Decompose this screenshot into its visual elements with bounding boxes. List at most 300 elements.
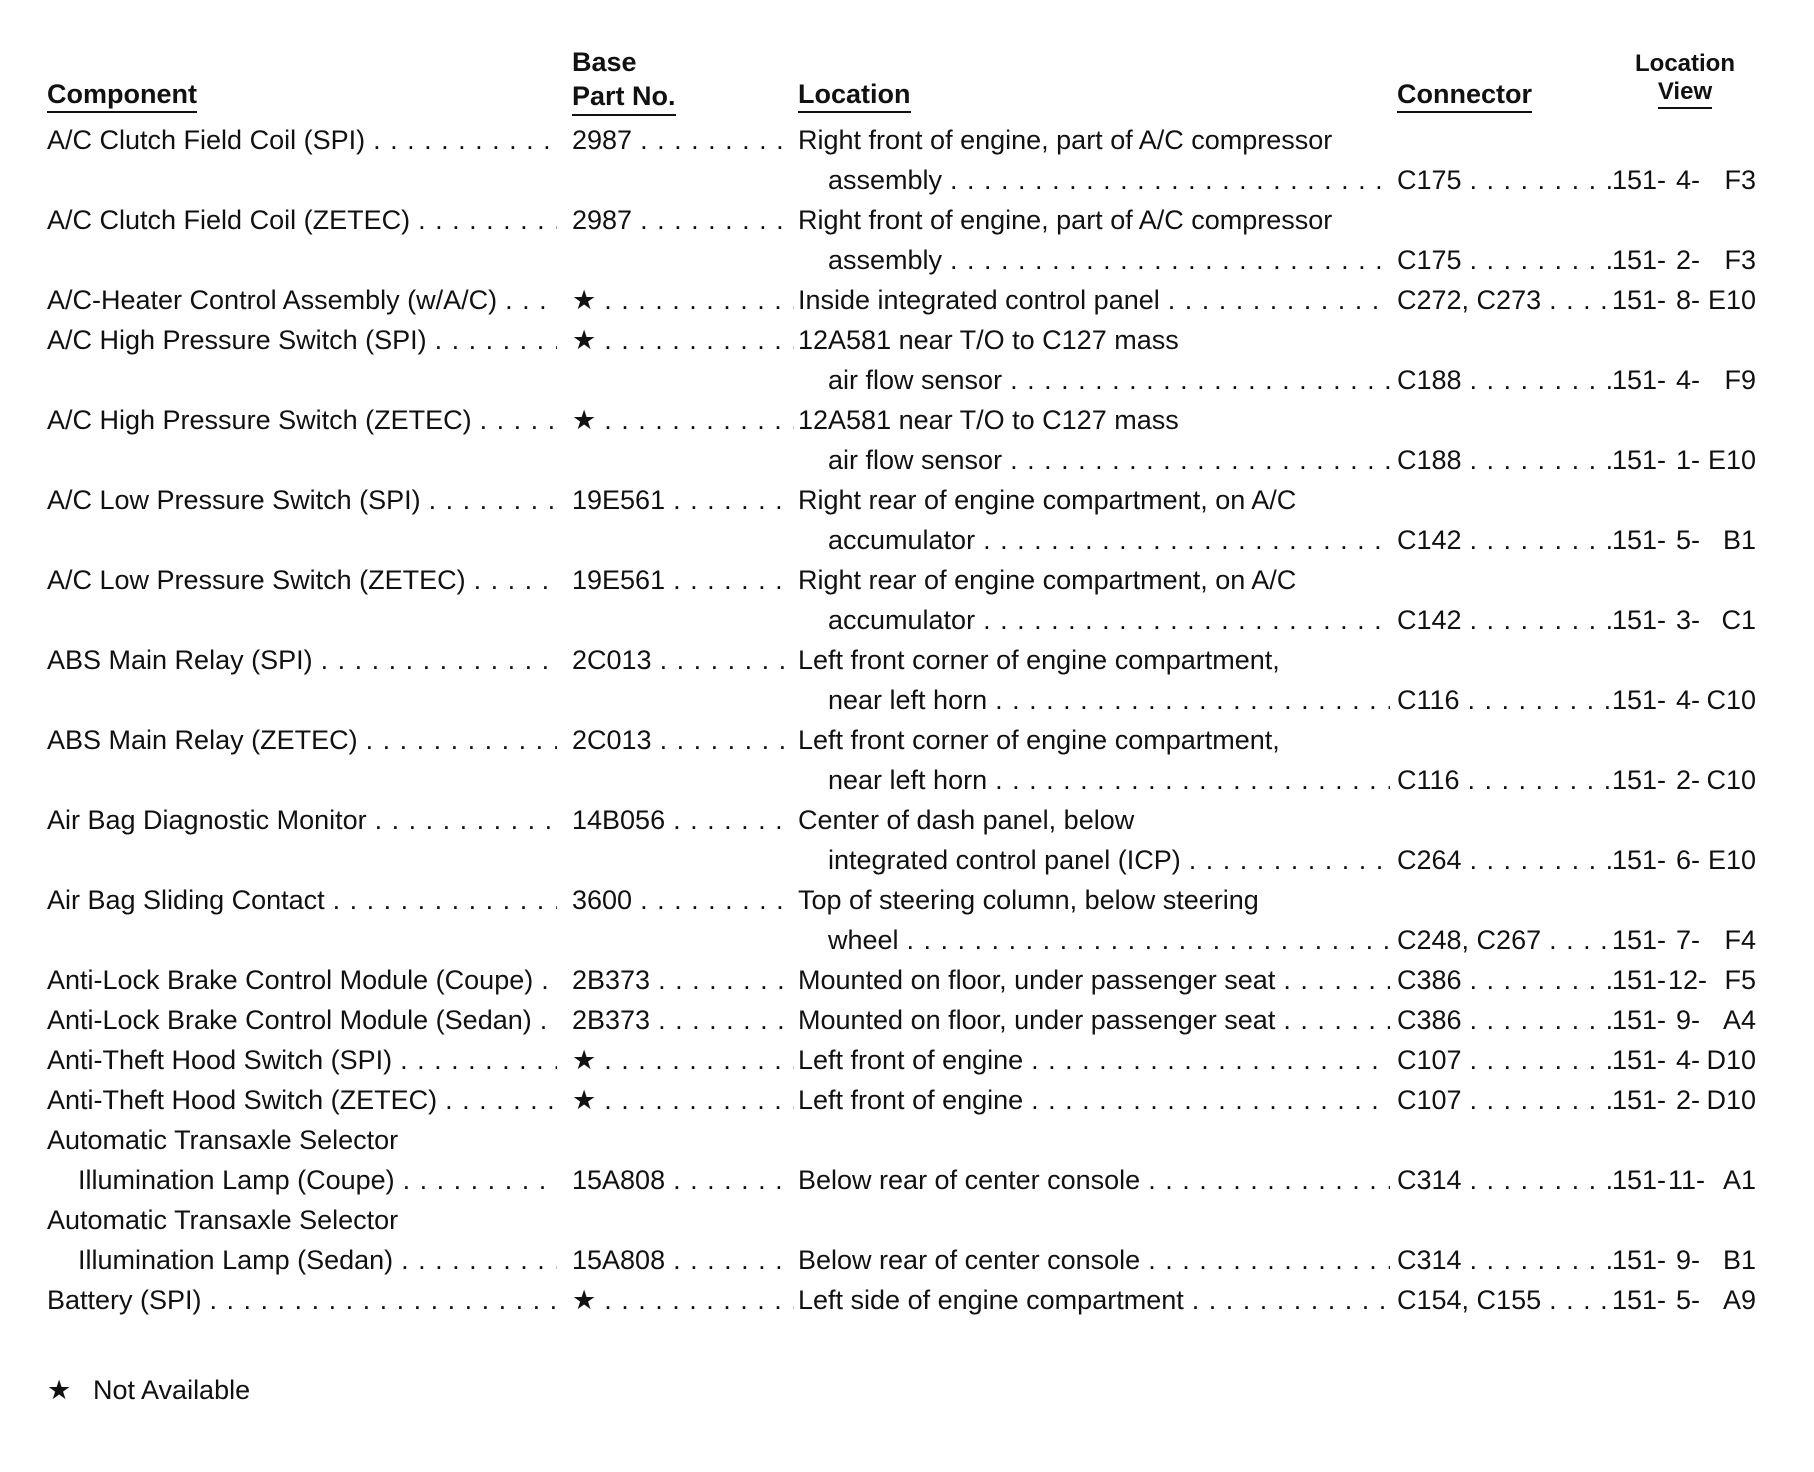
component-cell-text: Illumination Lamp (Coupe) <box>78 1165 395 1195</box>
component-cell <box>47 720 557 760</box>
table-row <box>0 1000 1814 1040</box>
dot-leader <box>596 280 794 320</box>
connector-cell <box>1397 760 1612 800</box>
part-number-cell-text: 3600 <box>572 885 633 915</box>
component-cell <box>47 280 557 320</box>
component-cell-text: A/C High Pressure Switch (SPI) <box>47 325 427 355</box>
location-cell-text: Mounted on floor, under passenger seat <box>798 965 1276 995</box>
dot-leader <box>1023 1040 1390 1080</box>
location-cell: Left front corner of engine compartment, <box>798 725 1280 755</box>
component-cell <box>47 120 557 160</box>
table-row <box>0 320 1814 400</box>
dot-leader <box>1462 160 1612 200</box>
location-cell: Right rear of engine compartment, on A/C <box>798 485 1297 515</box>
row-line-continuation <box>0 160 1814 200</box>
connector-cell-text: C107 <box>1397 1085 1462 1115</box>
connector-cell <box>1397 920 1612 960</box>
row-line-continuation <box>0 840 1814 880</box>
location-cell-text: near left horn <box>828 765 988 795</box>
location-cell-text: air flow sensor <box>828 365 1003 395</box>
view-page: 4- <box>1675 165 1700 195</box>
component-cell <box>47 640 557 680</box>
connector-cell <box>1397 680 1612 720</box>
view-grid: E10 <box>1707 845 1756 875</box>
location-cell-text: near left horn <box>828 685 988 715</box>
part-number-cell <box>572 880 794 920</box>
part-number-cell <box>572 280 794 320</box>
location-cell-text: wheel <box>828 925 899 955</box>
part-number-cell <box>572 400 794 440</box>
connector-cell <box>1397 1000 1612 1040</box>
view-sheet: 151- <box>1612 285 1667 315</box>
connector-cell <box>1397 840 1612 880</box>
view-grid: A4 <box>1722 1005 1756 1035</box>
dot-leader <box>987 760 1390 800</box>
connector-cell-text: C188 <box>1397 365 1462 395</box>
view-grid: C1 <box>1721 605 1756 635</box>
dot-leader <box>437 1080 557 1120</box>
header-location: Location <box>798 78 911 113</box>
connector-cell <box>1397 280 1612 320</box>
location-cell-text: assembly <box>828 165 943 195</box>
row-line-main <box>0 720 1814 760</box>
dot-leader <box>1462 600 1612 640</box>
dot-leader <box>1462 240 1612 280</box>
view-grid: E10 <box>1707 445 1756 475</box>
dot-leader <box>1460 760 1612 800</box>
dot-leader <box>632 200 794 240</box>
part-number-cell <box>572 1280 794 1320</box>
location-cell <box>798 1280 1390 1320</box>
view-page: 1- <box>1675 445 1700 475</box>
row-line-main <box>0 280 1814 320</box>
location-view-cell <box>1612 760 1762 800</box>
location-view-cell <box>1612 1080 1762 1120</box>
view-page: 4- <box>1675 365 1700 395</box>
location-cell <box>798 1040 1390 1080</box>
view-sheet: 151- <box>1612 1045 1667 1075</box>
view-grid: A1 <box>1722 1165 1756 1195</box>
location-view-cell <box>1612 680 1762 720</box>
location-view-cell <box>1612 1000 1762 1040</box>
location-view-cell <box>1612 1160 1762 1200</box>
location-cell: Center of dash panel, below <box>798 805 1135 835</box>
view-page: 5- <box>1675 1285 1700 1315</box>
footnote-text: Not Available <box>93 1375 251 1405</box>
dot-leader <box>1275 960 1390 1000</box>
part-number-cell-text: 14B056 <box>572 805 666 835</box>
component-cell-text: A/C-Heater Control Assembly (w/A/C) <box>47 285 498 315</box>
location-view-cell <box>1612 600 1762 640</box>
location-cell <box>828 840 1390 880</box>
location-cell <box>828 440 1390 480</box>
location-view-cell <box>1612 1280 1762 1320</box>
connector-cell <box>1397 960 1612 1000</box>
view-page: 4- <box>1675 1045 1700 1075</box>
table-row <box>0 1040 1814 1080</box>
location-cell-text: accumulator <box>828 525 976 555</box>
part-number-cell <box>572 800 794 840</box>
dot-leader <box>410 200 557 240</box>
part-number-cell-text: 2987 <box>572 205 633 235</box>
location-cell-text: Inside integrated control panel <box>798 285 1160 315</box>
table-row <box>0 1080 1814 1120</box>
view-grid: D10 <box>1706 1085 1756 1115</box>
part-number-cell <box>572 200 794 240</box>
component-cell <box>78 1160 557 1200</box>
dot-leader <box>1023 1080 1390 1120</box>
component-cell-text: Illumination Lamp (Sedan) <box>78 1245 394 1275</box>
row-line-main <box>0 400 1814 440</box>
location-cell <box>828 360 1390 400</box>
location-cell-text: Below rear of center console <box>798 1245 1141 1275</box>
component-cell <box>47 1000 557 1040</box>
connector-cell <box>1397 160 1612 200</box>
location-view-cell <box>1612 280 1762 320</box>
row-line-main <box>0 800 1814 840</box>
view-grid: F5 <box>1724 965 1756 995</box>
dot-leader <box>358 720 557 760</box>
dot-leader <box>1462 360 1612 400</box>
view-grid: F4 <box>1724 925 1756 955</box>
component-cell: Automatic Transaxle Selector <box>47 1125 399 1155</box>
location-cell <box>798 1240 1390 1280</box>
connector-cell <box>1397 240 1612 280</box>
view-grid: F9 <box>1724 365 1756 395</box>
location-cell <box>828 520 1390 560</box>
part-number-cell <box>572 720 794 760</box>
view-grid: D10 <box>1706 1045 1756 1075</box>
header-view-top: Location <box>1635 50 1735 77</box>
connector-cell-text: C314 <box>1397 1165 1462 1195</box>
connector-cell-text: C272, C273 <box>1397 285 1542 315</box>
view-grid: F3 <box>1724 245 1756 275</box>
row-line-main <box>0 880 1814 920</box>
part-number-cell <box>572 480 794 520</box>
view-sheet: 151- <box>1612 605 1667 635</box>
connector-cell <box>1397 1240 1612 1280</box>
table-row <box>0 560 1814 640</box>
location-view-cell <box>1612 240 1762 280</box>
connector-cell <box>1397 1160 1612 1200</box>
dot-leader <box>596 1280 794 1320</box>
row-line-continuation <box>0 1240 1814 1280</box>
dot-leader <box>975 520 1390 560</box>
view-sheet: 151- <box>1612 1285 1667 1315</box>
view-page: 12- <box>1668 965 1708 995</box>
connector-cell-text: C188 <box>1397 445 1462 475</box>
row-line-continuation <box>0 920 1814 960</box>
location-view-cell <box>1612 960 1762 1000</box>
part-number-cell-text: 2B373 <box>572 1005 651 1035</box>
table-row <box>0 480 1814 560</box>
component-cell-text: Anti-Theft Hood Switch (ZETEC) <box>47 1085 438 1115</box>
view-sheet: 151- <box>1612 525 1667 555</box>
component-cell <box>78 1240 557 1280</box>
header-component: Component <box>47 78 197 113</box>
component-cell-text: Battery (SPI) <box>47 1285 202 1315</box>
part-number-cell <box>572 1000 794 1040</box>
row-line-main <box>0 1120 1814 1160</box>
connector-cell-text: C264 <box>1397 845 1462 875</box>
component-cell <box>47 1040 557 1080</box>
dot-leader <box>1462 1160 1612 1200</box>
row-line-continuation <box>0 360 1814 400</box>
part-number-cell-text: 19E561 <box>572 565 666 595</box>
dot-leader <box>665 480 794 520</box>
part-number-cell-text: ★ <box>572 325 597 355</box>
location-cell-text: Mounted on floor, under passenger seat <box>798 1005 1276 1035</box>
location-cell: Right front of engine, part of A/C compressor <box>798 125 1333 155</box>
table-body <box>0 120 1814 1320</box>
dot-leader <box>392 1040 557 1080</box>
connector-cell-text: C248, C267 <box>1397 925 1542 955</box>
dot-leader <box>975 600 1390 640</box>
component-cell-text: A/C Clutch Field Coil (ZETEC) <box>47 205 411 235</box>
view-sheet: 151- <box>1612 445 1667 475</box>
dot-leader <box>533 960 557 1000</box>
view-sheet: 151- <box>1612 1085 1667 1115</box>
connector-cell <box>1397 520 1612 560</box>
component-cell-text: ABS Main Relay (SPI) <box>47 645 313 675</box>
part-number-cell-text: 2C013 <box>572 645 652 675</box>
location-cell: 12A581 near T/O to C127 mass <box>798 325 1179 355</box>
dot-leader <box>1462 1040 1612 1080</box>
location-cell-text: integrated control panel (ICP) <box>828 845 1181 875</box>
dot-leader <box>1181 840 1390 880</box>
view-page: 4- <box>1675 685 1700 715</box>
connector-cell-text: C142 <box>1397 525 1462 555</box>
component-cell-text: Air Bag Diagnostic Monitor <box>47 805 367 835</box>
component-cell-text: ABS Main Relay (ZETEC) <box>47 725 358 755</box>
part-number-cell <box>572 320 794 360</box>
component-cell <box>47 800 557 840</box>
location-view-cell <box>1612 840 1762 880</box>
row-line-main <box>0 1280 1814 1320</box>
dot-leader <box>942 240 1390 280</box>
component-cell <box>47 960 557 1000</box>
component-cell <box>47 400 557 440</box>
component-cell: Automatic Transaxle Selector <box>47 1205 399 1235</box>
connector-cell <box>1397 1040 1612 1080</box>
location-cell <box>828 760 1390 800</box>
connector-cell <box>1397 600 1612 640</box>
location-cell: Top of steering column, below steering <box>798 885 1259 915</box>
dot-leader <box>899 920 1390 960</box>
dot-leader <box>650 1000 794 1040</box>
dot-leader <box>632 120 794 160</box>
connector-cell-text: C116 <box>1397 765 1460 795</box>
view-page: 8- <box>1675 285 1700 315</box>
part-number-cell <box>572 960 794 1000</box>
component-cell <box>47 560 557 600</box>
location-cell <box>828 920 1390 960</box>
location-view-cell <box>1612 520 1762 560</box>
view-sheet: 151- <box>1612 685 1667 715</box>
view-sheet: 151- <box>1612 845 1667 875</box>
view-sheet: 151- <box>1612 1245 1667 1275</box>
view-sheet: 151- <box>1612 1165 1667 1195</box>
location-cell <box>798 1160 1390 1200</box>
header-location-view <box>1625 50 1745 109</box>
table-row <box>0 720 1814 800</box>
location-cell <box>798 1000 1390 1040</box>
component-cell-text: A/C High Pressure Switch (ZETEC) <box>47 405 472 435</box>
connector-cell <box>1397 360 1612 400</box>
dot-leader <box>365 120 557 160</box>
location-cell-text: air flow sensor <box>828 445 1003 475</box>
part-number-cell <box>572 640 794 680</box>
connector-cell-text: C386 <box>1397 1005 1462 1035</box>
part-number-cell-text: 19E561 <box>572 485 666 515</box>
location-view-cell <box>1612 1040 1762 1080</box>
part-number-cell-text: 15A808 <box>572 1245 666 1275</box>
row-line-continuation <box>0 600 1814 640</box>
view-grid: B1 <box>1722 525 1756 555</box>
location-cell: Right rear of engine compartment, on A/C <box>798 565 1297 595</box>
row-line-main <box>0 320 1814 360</box>
component-cell-text: Anti-Lock Brake Control Module (Sedan) <box>47 1005 532 1035</box>
location-cell <box>798 280 1390 320</box>
dot-leader <box>652 640 794 680</box>
view-page: 2- <box>1675 245 1700 275</box>
view-grid: B1 <box>1722 1245 1756 1275</box>
view-page: 6- <box>1675 845 1700 875</box>
dot-leader <box>1140 1160 1390 1200</box>
dot-leader <box>421 480 557 520</box>
table-row <box>0 120 1814 200</box>
dot-leader <box>1184 1280 1390 1320</box>
header-connector: Connector <box>1397 78 1532 113</box>
dot-leader <box>665 1160 794 1200</box>
row-line-continuation <box>0 440 1814 480</box>
component-cell <box>47 200 557 240</box>
part-number-cell-text: 2C013 <box>572 725 652 755</box>
dot-leader <box>466 560 557 600</box>
view-grid: F3 <box>1724 165 1756 195</box>
connector-cell <box>1397 1280 1612 1320</box>
location-cell <box>828 240 1390 280</box>
row-line-main <box>0 1200 1814 1240</box>
dot-leader <box>1462 1000 1612 1040</box>
view-page: 3- <box>1675 605 1700 635</box>
connector-cell-text: C107 <box>1397 1045 1462 1075</box>
table-row <box>0 1200 1814 1280</box>
dot-leader <box>1160 280 1390 320</box>
location-cell-text: accumulator <box>828 605 976 635</box>
dot-leader <box>632 880 794 920</box>
connector-cell-text: C142 <box>1397 605 1462 635</box>
location-view-cell <box>1612 1240 1762 1280</box>
table-row <box>0 880 1814 960</box>
view-page: 5- <box>1675 525 1700 555</box>
dot-leader <box>596 320 794 360</box>
part-number-cell-text: ★ <box>572 405 597 435</box>
dot-leader <box>1462 520 1612 560</box>
view-sheet: 151- <box>1612 965 1667 995</box>
component-cell-text: Air Bag Sliding Contact <box>47 885 325 915</box>
dot-leader <box>393 1240 557 1280</box>
connector-cell-text: C175 <box>1397 245 1462 275</box>
dot-leader <box>1462 1240 1612 1280</box>
part-number-cell <box>572 1080 794 1120</box>
view-page: 7- <box>1675 925 1700 955</box>
view-sheet: 151- <box>1612 165 1667 195</box>
dot-leader <box>313 640 557 680</box>
row-line-main <box>0 480 1814 520</box>
location-view-cell <box>1612 160 1762 200</box>
row-line-continuation <box>0 760 1814 800</box>
dot-leader <box>1140 1240 1390 1280</box>
row-line-main <box>0 1040 1814 1080</box>
part-number-cell-text: 15A808 <box>572 1165 666 1195</box>
dot-leader <box>942 160 1390 200</box>
row-line-continuation <box>0 520 1814 560</box>
view-page: 9- <box>1675 1005 1700 1035</box>
table-row <box>0 640 1814 720</box>
part-number-cell <box>572 1160 794 1200</box>
dot-leader <box>1002 440 1390 480</box>
row-line-continuation <box>0 1160 1814 1200</box>
location-cell <box>828 600 1390 640</box>
location-view-cell <box>1612 360 1762 400</box>
component-cell <box>47 1280 557 1320</box>
connector-cell <box>1397 1080 1612 1120</box>
table-row <box>0 1120 1814 1200</box>
header-part-top: Base <box>572 47 637 77</box>
view-sheet: 151- <box>1612 245 1667 275</box>
dot-leader <box>987 680 1390 720</box>
dot-leader <box>665 560 794 600</box>
header-view-bottom: View <box>1658 78 1712 109</box>
location-view-cell <box>1612 440 1762 480</box>
table-row <box>0 400 1814 480</box>
part-number-cell <box>572 120 794 160</box>
dot-leader <box>1541 1280 1612 1320</box>
dot-leader <box>367 800 557 840</box>
connector-cell-text: C314 <box>1397 1245 1462 1275</box>
view-sheet: 151- <box>1612 365 1667 395</box>
dot-leader <box>665 800 794 840</box>
part-number-cell-text: ★ <box>572 1085 597 1115</box>
row-line-main <box>0 1000 1814 1040</box>
star-icon: ★ <box>47 1375 72 1405</box>
component-cell-text: A/C Clutch Field Coil (SPI) <box>47 125 366 155</box>
part-number-cell-text: ★ <box>572 285 597 315</box>
connector-cell-text: C386 <box>1397 965 1462 995</box>
dot-leader <box>1462 840 1612 880</box>
row-line-main <box>0 200 1814 240</box>
dot-leader <box>472 400 557 440</box>
view-page: 2- <box>1675 765 1700 795</box>
dot-leader <box>650 960 794 1000</box>
location-cell <box>828 160 1390 200</box>
view-grid: A9 <box>1722 1285 1756 1315</box>
location-cell <box>828 680 1390 720</box>
location-cell: Left front corner of engine compartment, <box>798 645 1280 675</box>
row-line-main <box>0 120 1814 160</box>
dot-leader <box>1462 440 1612 480</box>
dot-leader <box>1541 920 1612 960</box>
table-row <box>0 280 1814 320</box>
connector-cell-text: C116 <box>1397 685 1460 715</box>
component-cell-text: A/C Low Pressure Switch (SPI) <box>47 485 421 515</box>
dot-leader <box>596 1040 794 1080</box>
part-number-cell-text: ★ <box>572 1285 597 1315</box>
row-line-continuation <box>0 240 1814 280</box>
location-cell-text: Below rear of center console <box>798 1165 1141 1195</box>
location-cell: 12A581 near T/O to C127 mass <box>798 405 1179 435</box>
